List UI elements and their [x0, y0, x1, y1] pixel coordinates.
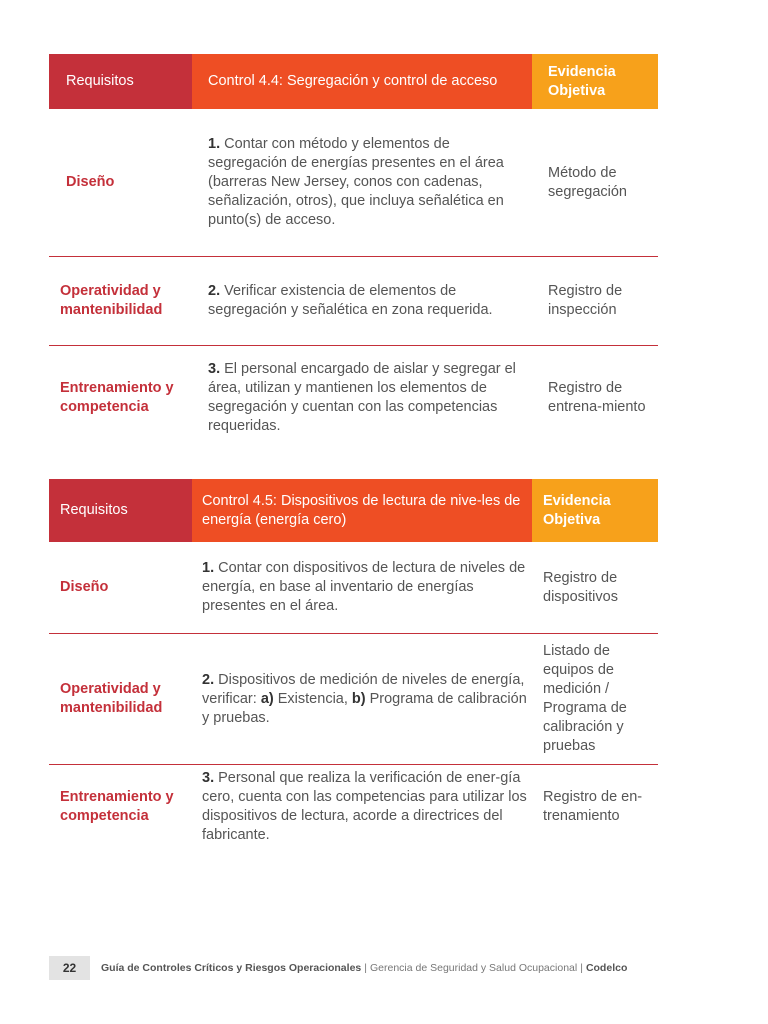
header-evidencia: Evidencia Objetiva [532, 479, 658, 542]
control-4-4-table [49, 54, 658, 449]
guide-title: Guía de Controles Críticos y Riesgos Operacionales [101, 962, 362, 974]
table-row [49, 257, 658, 346]
table-header [49, 54, 658, 109]
footer-separator: | [364, 962, 367, 974]
header-control: Control 4.4: Segregación y control de acceso [192, 54, 532, 109]
table-row [49, 346, 658, 449]
requisito-label: Operatividad y mantenibilidad [60, 681, 163, 716]
control-text: 1. Contar con dispositivos de lectura de niveles de energía, en base al inventario de energías presentes en el área. [202, 560, 526, 614]
item-number: 1. [202, 560, 215, 576]
requisito-label: Entrenamiento y competencia [60, 379, 174, 415]
department-name: Gerencia de Seguridad y Salud Ocupacional [369, 962, 578, 974]
requisito-label: Operatividad y mantenibilidad [60, 283, 163, 318]
option-a-label: a) [260, 690, 274, 707]
requisito-label: Entrenamiento y competencia [60, 789, 174, 824]
item-number: 3. [202, 770, 215, 786]
table-row [49, 765, 658, 849]
page-number: 22 [49, 956, 90, 980]
control-4-5-table [49, 479, 658, 849]
company-name: Codelco [585, 962, 628, 974]
control-text: 3. Personal que realiza la verificación de ener-gía cero, cuenta con las competencias para utilizar los dispositivos de lectura, acorde a directrices del fabricante. [202, 770, 527, 843]
item-number: 2. [202, 671, 215, 688]
control-text: 1. Contar con método y elementos de segregación de energías presentes en el área (barreras New Jersey, conos con cadenas, señalización, otros), que incluya señalética en punto(s) de acceso. [208, 136, 504, 228]
item-number: 3. [208, 360, 221, 377]
requisito-label: Diseño [66, 174, 115, 190]
evidencia-text: Registro de entrena-miento [548, 379, 646, 415]
header-requisitos: Requisitos [49, 54, 192, 109]
option-b-label: b) [351, 690, 366, 707]
table-row [49, 634, 658, 765]
evidencia-text: Registro de inspección [548, 283, 623, 318]
page-footer [49, 956, 627, 980]
control-text: 2. Dispositivos de medición de niveles de energía, verificar: a) Existencia, b) Programa de calibración y pruebas. [202, 671, 527, 726]
evidencia-text: Registro de en-trenamiento [543, 789, 643, 824]
table-row [49, 542, 658, 634]
requisito-label: Diseño [60, 579, 109, 595]
control-text: 2. Verificar existencia de elementos de segregación y señalética en zona requerida. [208, 283, 493, 318]
evidencia-text: Listado de equipos de medición / Programa de calibración y pruebas [543, 643, 627, 754]
header-control: Control 4.5: Dispositivos de lectura de nive-les de energía (energía cero) [192, 479, 532, 542]
item-number: 2. [208, 283, 221, 299]
item-number: 1. [208, 136, 221, 152]
evidencia-text: Método de segregación [548, 164, 627, 200]
header-requisitos: Requisitos [49, 479, 192, 542]
header-evidencia: Evidencia Objetiva [532, 54, 658, 109]
table-row [49, 109, 658, 257]
footer-separator: | [580, 962, 583, 974]
evidencia-text: Registro de dispositivos [543, 569, 618, 605]
table-header [49, 479, 658, 542]
control-text: 3. El personal encargado de aislar y segregar el área, utilizan y mantienen los elementos de segregación y cuentan con las competencias requeridas. [208, 360, 516, 434]
